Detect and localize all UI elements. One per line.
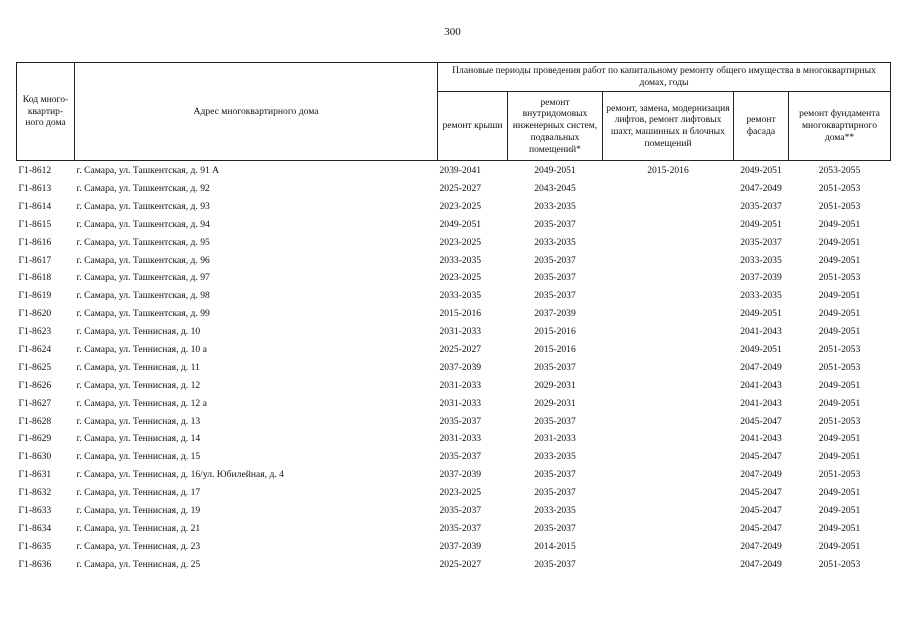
cell-facade: 2045-2047	[740, 522, 782, 534]
cell-foundation: 2049-2051	[818, 433, 861, 445]
cell-address: г. Самара, ул. Ташкентская, д. 97	[76, 272, 210, 284]
cell-lifts	[603, 198, 734, 216]
cell-code: Г1-8634	[18, 522, 52, 534]
cell-address: г. Самара, ул. Ташкентская, д. 98	[76, 290, 210, 302]
cell-roof: 2031-2033	[439, 397, 482, 409]
table-row	[17, 180, 891, 198]
cell-foundation: 2049-2051	[818, 379, 861, 391]
cell-code: Г1-8627	[18, 397, 52, 409]
header-engineering: ремонт внутридомовых инженерных систем, подвальных помещений*	[508, 92, 603, 161]
table-row	[17, 538, 891, 556]
cell-foundation: 2049-2051	[818, 308, 861, 320]
cell-roof: 2023-2025	[439, 236, 482, 248]
cell-lifts	[603, 341, 734, 359]
cell-foundation: 2051-2053	[818, 469, 861, 481]
table-row	[17, 520, 891, 538]
repair-schedule-table	[16, 62, 891, 573]
cell-code: Г1-8618	[18, 272, 52, 284]
cell-roof: 2025-2027	[439, 182, 482, 194]
cell-foundation: 2049-2051	[818, 451, 861, 463]
cell-engineering: 2049-2051	[534, 165, 576, 177]
cell-code: Г1-8635	[18, 540, 52, 552]
cell-code: Г1-8613	[18, 182, 52, 194]
table-body	[17, 161, 891, 574]
cell-code: Г1-8626	[18, 379, 52, 391]
cell-lifts	[603, 412, 734, 430]
cell-lifts	[603, 359, 734, 377]
cell-foundation: 2051-2053	[818, 415, 861, 427]
cell-lifts	[603, 251, 734, 269]
cell-code: Г1-8624	[18, 344, 52, 355]
cell-lifts	[603, 502, 734, 520]
table-row	[17, 198, 891, 216]
cell-engineering: 2033-2035	[534, 451, 576, 463]
cell-code: Г1-8633	[18, 505, 52, 517]
cell-lifts	[603, 377, 734, 395]
cell-roof: 2035-2037	[439, 505, 482, 517]
cell-engineering: 2035-2037	[534, 469, 576, 481]
cell-facade: 2049-2051	[740, 344, 782, 355]
cell-facade: 2047-2049	[740, 540, 782, 552]
cell-roof: 2025-2027	[439, 558, 482, 570]
cell-engineering: 2035-2037	[534, 361, 576, 373]
cell-facade: 2049-2051	[740, 308, 782, 320]
cell-engineering: 2035-2037	[534, 415, 576, 427]
cell-foundation: 2049-2051	[818, 522, 861, 534]
cell-roof: 2023-2025	[439, 200, 482, 212]
cell-engineering: 2035-2037	[534, 522, 576, 534]
cell-facade: 2045-2047	[740, 415, 782, 427]
cell-foundation: 2049-2051	[818, 540, 861, 552]
cell-foundation: 2053-2055	[818, 165, 861, 177]
cell-facade: 2047-2049	[740, 182, 782, 194]
cell-address: г. Самара, ул. Теннисная, д. 13	[76, 415, 201, 427]
cell-facade: 2045-2047	[740, 487, 782, 499]
cell-lifts: 2015-2016	[647, 165, 689, 177]
cell-roof: 2031-2033	[439, 326, 482, 338]
table-row	[17, 502, 891, 520]
table-row	[17, 556, 891, 574]
cell-address: г. Самара, ул. Теннисная, д. 15	[76, 451, 201, 463]
cell-address: г. Самара, ул. Теннисная, д. 25	[76, 558, 201, 570]
cell-engineering: 2035-2037	[534, 487, 576, 499]
cell-foundation: 2051-2053	[818, 272, 861, 284]
cell-facade: 2047-2049	[740, 558, 782, 570]
cell-engineering: 2035-2037	[534, 290, 576, 302]
cell-facade: 2037-2039	[740, 272, 782, 284]
cell-foundation: 2049-2051	[818, 236, 861, 248]
cell-foundation: 2049-2051	[818, 218, 861, 230]
cell-facade: 2041-2043	[740, 326, 782, 338]
cell-code: Г1-8620	[18, 308, 52, 320]
table-row	[17, 430, 891, 448]
cell-foundation: 2049-2051	[818, 397, 861, 409]
table-row	[17, 234, 891, 252]
cell-code: Г1-8615	[18, 218, 52, 230]
cell-roof: 2049-2051	[439, 218, 482, 230]
cell-roof: 2039-2041	[439, 165, 482, 177]
cell-engineering: 2033-2035	[534, 505, 576, 517]
cell-roof: 2031-2033	[439, 433, 482, 445]
cell-engineering: 2015-2016	[534, 344, 576, 355]
cell-lifts	[603, 305, 734, 323]
cell-lifts	[603, 180, 734, 198]
cell-address: г. Самара, ул. Теннисная, д. 19	[76, 505, 201, 517]
table-row	[17, 269, 891, 287]
table-row	[17, 216, 891, 234]
cell-foundation: 2051-2053	[818, 361, 861, 373]
cell-facade: 2049-2051	[740, 165, 782, 177]
cell-foundation: 2051-2053	[818, 182, 861, 194]
cell-lifts	[603, 216, 734, 234]
header-roof: ремонт крыши	[438, 92, 508, 161]
cell-address: г. Самара, ул. Теннисная, д. 12 а	[76, 397, 207, 409]
cell-facade: 2035-2037	[740, 200, 782, 212]
cell-engineering: 2043-2045	[534, 182, 576, 194]
cell-code: Г1-8616	[18, 236, 52, 248]
cell-address: г. Самара, ул. Ташкентская, д. 99	[76, 308, 210, 320]
cell-lifts	[603, 395, 734, 413]
table-row	[17, 412, 891, 430]
cell-lifts	[603, 466, 734, 484]
cell-code: Г1-8631	[18, 469, 52, 481]
table-row	[17, 287, 891, 305]
cell-engineering: 2033-2035	[534, 200, 576, 212]
cell-foundation: 2049-2051	[818, 254, 861, 266]
cell-facade: 2049-2051	[740, 218, 782, 230]
table-row	[17, 395, 891, 413]
cell-code: Г1-8632	[18, 487, 52, 499]
cell-engineering: 2014-2015	[534, 540, 576, 552]
cell-code: Г1-8636	[18, 558, 52, 570]
table-row	[17, 251, 891, 269]
cell-address: г. Самара, ул. Теннисная, д. 12	[76, 379, 201, 391]
cell-lifts	[603, 484, 734, 502]
cell-facade: 2035-2037	[740, 236, 782, 248]
table-row	[17, 484, 891, 502]
cell-address: г. Самара, ул. Теннисная, д. 21	[76, 522, 201, 534]
cell-code: Г1-8630	[18, 451, 52, 463]
cell-foundation: 2049-2051	[818, 290, 861, 302]
cell-code: Г1-8625	[18, 361, 52, 373]
cell-facade: 2041-2043	[740, 433, 782, 445]
cell-foundation: 2051-2053	[818, 558, 861, 570]
cell-engineering: 2015-2016	[534, 326, 576, 338]
cell-code: Г1-8619	[18, 290, 52, 302]
cell-roof: 2023-2025	[439, 487, 482, 499]
header-code: Код много-квартир-ного дома	[17, 63, 75, 161]
cell-roof: 2031-2033	[439, 379, 482, 391]
cell-address: г. Самара, ул. Теннисная, д. 17	[76, 487, 201, 499]
cell-lifts	[603, 520, 734, 538]
table-row	[17, 305, 891, 323]
cell-code: Г1-8628	[18, 415, 52, 427]
cell-lifts	[603, 430, 734, 448]
cell-code: Г1-8629	[18, 433, 52, 445]
cell-roof: 2037-2039	[439, 540, 482, 552]
header-foundation: ремонт фундамента многоквартирного дома**	[789, 92, 891, 161]
header-facade: ремонт фасада	[734, 92, 789, 161]
cell-facade: 2033-2035	[740, 290, 782, 302]
cell-lifts	[603, 269, 734, 287]
cell-roof: 2015-2016	[439, 308, 482, 320]
cell-lifts	[603, 448, 734, 466]
cell-lifts	[603, 556, 734, 574]
table-row	[17, 359, 891, 377]
cell-engineering: 2033-2035	[534, 236, 576, 248]
header-lifts: ремонт, замена, модернизация лифтов, ремонт лифтовых шахт, машинных и блочных помещений	[603, 92, 734, 161]
cell-engineering: 2035-2037	[534, 558, 576, 570]
cell-facade: 2033-2035	[740, 254, 782, 266]
cell-facade: 2041-2043	[740, 397, 782, 409]
cell-code: Г1-8623	[18, 326, 52, 338]
table-header	[17, 63, 891, 161]
table-row	[17, 341, 891, 359]
cell-roof: 2025-2027	[439, 344, 482, 355]
cell-code: Г1-8614	[18, 200, 52, 212]
cell-lifts	[603, 287, 734, 305]
cell-foundation: 2051-2053	[818, 200, 861, 212]
cell-address: г. Самара, ул. Теннисная, д. 23	[76, 540, 201, 552]
cell-facade: 2047-2049	[740, 469, 782, 481]
cell-roof: 2037-2039	[439, 469, 482, 481]
cell-address: г. Самара, ул. Ташкентская, д. 93	[76, 200, 210, 212]
table-row	[17, 448, 891, 466]
cell-engineering: 2029-2031	[534, 379, 576, 391]
cell-address: г. Самара, ул. Теннисная, д. 10	[76, 326, 201, 338]
cell-address: г. Самара, ул. Теннисная, д. 10 а	[76, 344, 207, 355]
cell-roof: 2023-2025	[439, 272, 482, 284]
cell-address: г. Самара, ул. Теннисная, д. 11	[76, 361, 200, 373]
cell-engineering: 2037-2039	[534, 308, 576, 320]
cell-roof: 2035-2037	[439, 451, 482, 463]
cell-code: Г1-8612	[18, 165, 52, 177]
cell-address: г. Самара, ул. Ташкентская, д. 95	[76, 236, 210, 248]
cell-engineering: 2035-2037	[534, 218, 576, 230]
cell-engineering: 2035-2037	[534, 272, 576, 284]
cell-lifts	[603, 538, 734, 556]
cell-engineering: 2031-2033	[534, 433, 576, 445]
cell-facade: 2041-2043	[740, 379, 782, 391]
cell-foundation: 2049-2051	[818, 487, 861, 499]
cell-address: г. Самара, ул. Ташкентская, д. 91 А	[76, 165, 220, 177]
table-row	[17, 161, 891, 180]
table-row	[17, 466, 891, 484]
cell-lifts	[603, 323, 734, 341]
cell-engineering: 2029-2031	[534, 397, 576, 409]
cell-facade: 2047-2049	[740, 361, 782, 373]
cell-roof: 2033-2035	[439, 290, 482, 302]
cell-roof: 2033-2035	[439, 254, 482, 266]
cell-roof: 2037-2039	[439, 361, 482, 373]
cell-lifts	[603, 234, 734, 252]
cell-code: Г1-8617	[18, 254, 52, 266]
cell-foundation: 2049-2051	[818, 326, 861, 338]
cell-roof: 2035-2037	[439, 522, 482, 534]
table-row	[17, 377, 891, 395]
header-address: Адрес многоквартирного дома	[75, 63, 438, 161]
cell-engineering: 2035-2037	[534, 254, 576, 266]
header-periods-group: Плановые периоды проведения работ по капитальному ремонту общего имущества в многоквартирных домах, годы	[438, 63, 891, 92]
cell-foundation: 2051-2053	[818, 344, 861, 355]
cell-foundation: 2049-2051	[818, 505, 861, 517]
cell-address: г. Самара, ул. Теннисная, д. 14	[76, 433, 201, 445]
cell-address: г. Самара, ул. Ташкентская, д. 96	[76, 254, 210, 266]
cell-address: г. Самара, ул. Ташкентская, д. 94	[76, 218, 210, 230]
cell-facade: 2045-2047	[740, 451, 782, 463]
table-row	[17, 323, 891, 341]
cell-address: г. Самара, ул. Ташкентская, д. 92	[76, 182, 210, 194]
cell-roof: 2035-2037	[439, 415, 482, 427]
cell-address: г. Самара, ул. Теннисная, д. 16/ул. Юбилейная, д. 4	[76, 469, 284, 481]
cell-facade: 2045-2047	[740, 505, 782, 517]
page-number: 300	[444, 26, 461, 38]
